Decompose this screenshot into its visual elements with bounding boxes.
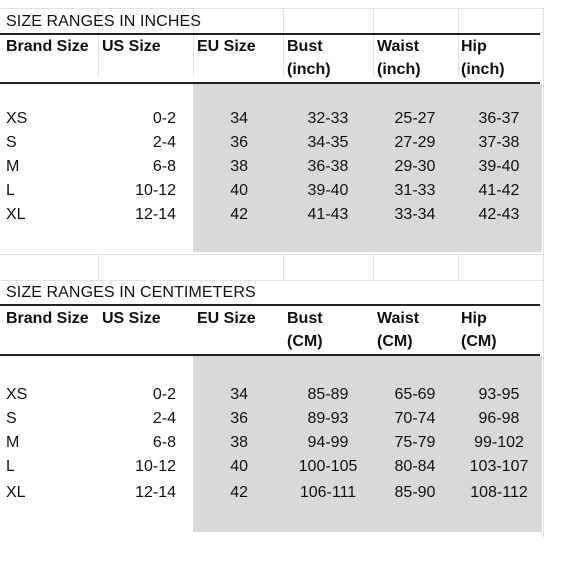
eu-size-cell: 42 xyxy=(230,206,248,223)
hip-cell: 37-38 xyxy=(478,134,520,151)
eu-size-cell: 36 xyxy=(230,134,248,151)
us-size-cell: 0-2 xyxy=(152,386,176,403)
grid-line xyxy=(0,254,544,255)
header-bust xyxy=(287,38,331,79)
header-us-size: US Size xyxy=(102,310,161,327)
grid-line xyxy=(98,254,99,280)
waist-cell: 70-74 xyxy=(394,410,436,427)
grid-line xyxy=(373,8,374,76)
eu-size-cell: 36 xyxy=(230,410,248,427)
header-waist xyxy=(377,38,421,79)
brand-size-cell: XL xyxy=(6,484,26,501)
bust-cell: 89-93 xyxy=(307,410,349,427)
header-hip xyxy=(461,310,497,351)
hip-cell: 42-43 xyxy=(478,206,520,223)
grid-line xyxy=(373,254,374,280)
header-eu-size: EU Size xyxy=(197,310,256,327)
us-size-cell: 2-4 xyxy=(152,134,176,151)
eu-size-cell: 34 xyxy=(230,110,248,127)
brand-size-cell: L xyxy=(6,182,15,199)
header-hip-unit: (inch) xyxy=(461,61,505,78)
hip-cell: 39-40 xyxy=(478,158,520,175)
header-brand-size: Brand Size xyxy=(6,38,89,55)
bust-cell: 85-89 xyxy=(307,386,349,403)
waist-cell: 75-79 xyxy=(394,434,436,451)
hip-cell: 96-98 xyxy=(478,410,520,427)
grid-line xyxy=(0,280,544,281)
bust-cell: 32-33 xyxy=(307,110,349,127)
hip-cell: 93-95 xyxy=(478,386,520,403)
header-bottom-rule xyxy=(0,354,540,356)
section-title-inches: SIZE RANGES IN INCHES xyxy=(6,13,202,30)
eu-size-cell: 40 xyxy=(230,458,248,475)
header-waist-unit: (CM) xyxy=(377,333,413,350)
us-size-cell: 6-8 xyxy=(152,158,176,175)
grid-line xyxy=(283,254,284,280)
hip-cell: 36-37 xyxy=(478,110,520,127)
eu-size-cell: 40 xyxy=(230,182,248,199)
waist-cell: 25-27 xyxy=(394,110,436,127)
eu-size-cell: 34 xyxy=(230,386,248,403)
bust-cell: 94-99 xyxy=(307,434,349,451)
bust-cell: 100-105 xyxy=(298,458,358,475)
brand-size-cell: XS xyxy=(6,386,28,403)
header-bust-unit: (inch) xyxy=(287,61,331,78)
grid-line xyxy=(0,8,544,9)
header-bottom-rule xyxy=(0,82,540,84)
grid-line xyxy=(283,8,284,76)
brand-size-cell: S xyxy=(6,410,17,427)
waist-cell: 33-34 xyxy=(394,206,436,223)
brand-size-cell: XL xyxy=(6,206,26,223)
header-hip-label: Hip xyxy=(461,310,487,327)
header-hip-label: Hip xyxy=(461,38,487,55)
brand-size-cell: M xyxy=(6,434,20,451)
bust-cell: 39-40 xyxy=(307,182,349,199)
us-size-cell: 6-8 xyxy=(152,434,176,451)
header-bust-unit: (CM) xyxy=(287,333,323,350)
bust-cell: 36-38 xyxy=(307,158,349,175)
header-bust-label: Bust xyxy=(287,310,323,327)
us-size-cell: 2-4 xyxy=(152,410,176,427)
bust-cell: 41-43 xyxy=(307,206,349,223)
hip-cell: 103-107 xyxy=(469,458,529,475)
us-size-cell: 12-14 xyxy=(135,206,176,223)
waist-cell: 85-90 xyxy=(394,484,436,501)
eu-size-cell: 38 xyxy=(230,158,248,175)
hip-cell: 108-112 xyxy=(470,484,528,501)
header-top-rule xyxy=(0,304,540,306)
brand-size-cell: L xyxy=(6,458,15,475)
section-title-centimeters: SIZE RANGES IN CENTIMETERS xyxy=(6,284,256,301)
header-waist-label: Waist xyxy=(377,38,420,55)
waist-cell: 80-84 xyxy=(394,458,436,475)
us-size-cell: 10-12 xyxy=(135,458,176,475)
grid-line xyxy=(543,8,544,538)
bust-cell: 106-111 xyxy=(299,484,357,501)
hip-cell: 41-42 xyxy=(478,182,520,199)
header-bust xyxy=(287,310,323,351)
us-size-cell: 12-14 xyxy=(135,484,176,501)
header-hip-unit: (CM) xyxy=(461,333,497,350)
waist-cell: 29-30 xyxy=(394,158,436,175)
grid-line xyxy=(458,8,459,76)
eu-size-cell: 42 xyxy=(230,484,248,501)
header-eu-size: EU Size xyxy=(197,38,256,55)
header-us-size: US Size xyxy=(102,38,161,55)
brand-size-cell: S xyxy=(6,134,17,151)
header-waist xyxy=(377,310,419,351)
us-size-cell: 10-12 xyxy=(135,182,176,199)
brand-size-cell: M xyxy=(6,158,20,175)
header-top-rule xyxy=(0,33,540,35)
waist-cell: 27-29 xyxy=(394,134,436,151)
us-size-cell: 0-2 xyxy=(152,110,176,127)
header-hip xyxy=(461,38,505,79)
waist-cell: 65-69 xyxy=(394,386,436,403)
bust-cell: 34-35 xyxy=(307,134,349,151)
header-brand-size: Brand Size xyxy=(6,310,89,327)
header-waist-label: Waist xyxy=(377,310,420,327)
header-waist-unit: (inch) xyxy=(377,61,421,78)
waist-cell: 31-33 xyxy=(394,182,436,199)
grid-line xyxy=(458,254,459,280)
eu-size-cell: 38 xyxy=(230,434,248,451)
header-bust-label: Bust xyxy=(287,38,323,55)
brand-size-cell: XS xyxy=(6,110,28,127)
hip-cell: 99-102 xyxy=(474,434,524,451)
